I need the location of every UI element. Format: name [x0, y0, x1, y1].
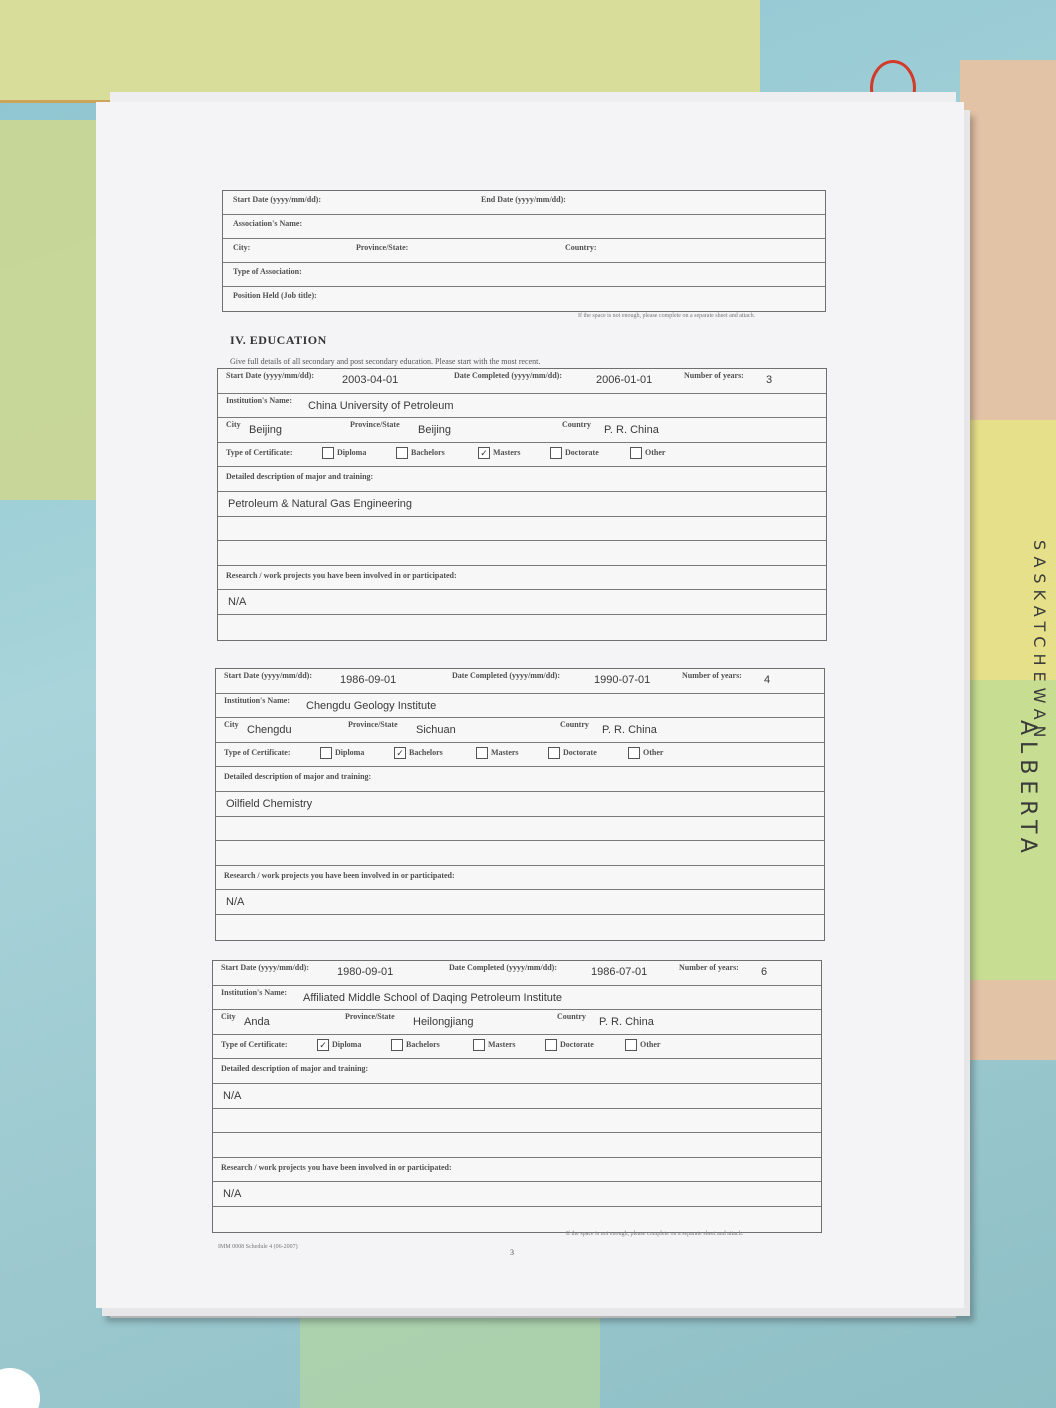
label-city: City: [226, 420, 241, 430]
checkbox-label-doctorate: Doctorate: [563, 747, 597, 757]
row-dates: [218, 369, 826, 394]
checkbox-diploma[interactable]: [322, 447, 334, 459]
checkbox-masters[interactable]: [473, 1039, 485, 1051]
institution-value[interactable]: Affiliated Middle School of Daqing Petroleum Institute: [303, 991, 563, 1004]
number-years-value[interactable]: 4: [764, 674, 771, 686]
row-research-blank: [218, 615, 826, 639]
label-institution: Institution's Name:: [224, 695, 291, 705]
date-completed-value[interactable]: 2006-01-01: [596, 374, 653, 386]
province-value[interactable]: Beijing: [418, 424, 452, 437]
checkbox-label-masters: Masters: [488, 1039, 516, 1049]
institution-value[interactable]: China University of Petroleum: [308, 399, 454, 412]
major-value[interactable]: Oilfield Chemistry: [226, 798, 313, 810]
row-major-value: [213, 1084, 821, 1109]
label-certificate: Type of Certificate:: [224, 747, 291, 757]
label-start-date: Start Date (yyyy/mm/dd):: [226, 371, 314, 380]
association-row-position: [223, 287, 825, 310]
row-major-blank: [213, 1133, 821, 1158]
footer-space-note: If the space is not enough, please complete on a separate sheet and attach.: [566, 1231, 744, 1237]
checkbox-label-masters: Masters: [491, 747, 519, 757]
row-institution: [218, 394, 826, 419]
row-location: [213, 1010, 821, 1035]
association-row-type: [223, 263, 825, 287]
label-country: Country: [562, 420, 591, 430]
checkbox-label-bachelors: Bachelors: [411, 447, 445, 457]
association-row-name: [223, 215, 825, 239]
row-location: [218, 418, 826, 443]
label-major: Detailed description of major and training:: [221, 1064, 369, 1074]
checkbox-bachelors[interactable]: ✓: [394, 747, 406, 759]
label-country: Country:: [565, 243, 597, 252]
section-heading: IV. EDUCATION: [230, 333, 327, 347]
label-province: Province/State: [348, 720, 398, 730]
row-major-label: [213, 1059, 821, 1084]
checkbox-doctorate[interactable]: [548, 747, 560, 759]
major-value[interactable]: Petroleum & Natural Gas Engineering: [228, 498, 413, 510]
education-entry: [212, 960, 822, 1233]
label-province: Province/State:: [356, 243, 409, 252]
label-province: Province/State: [345, 1012, 395, 1022]
section-intro: Give full details of all secondary and post secondary education. Please start with the most recent.: [230, 357, 541, 366]
row-major-value: [216, 792, 824, 817]
label-start-date: Start Date (yyyy/mm/dd):: [224, 671, 312, 680]
research-value[interactable]: N/A: [228, 596, 247, 609]
row-certificate: [213, 1035, 821, 1060]
label-type-association: Type of Association:: [233, 267, 302, 276]
page-number: 3: [510, 1248, 514, 1257]
label-research: Research / work projects you have been involved in or participated:: [226, 570, 457, 580]
country-value[interactable]: P. R. China: [604, 424, 659, 437]
label-certificate: Type of Certificate:: [226, 447, 293, 457]
form-page: [96, 102, 964, 1308]
education-entry: [215, 668, 825, 941]
checkbox-masters[interactable]: [476, 747, 488, 759]
row-research-label: [213, 1158, 821, 1183]
province-value[interactable]: Heilongjiang: [413, 1016, 474, 1029]
checkbox-label-doctorate: Doctorate: [560, 1039, 594, 1049]
row-research-blank: [216, 915, 824, 939]
label-country: Country: [560, 720, 589, 730]
research-value[interactable]: N/A: [223, 1188, 242, 1201]
education-entry: [217, 368, 827, 641]
city-value[interactable]: Anda: [244, 1016, 270, 1029]
label-end-date: End Date (yyyy/mm/dd):: [481, 195, 566, 204]
row-research-label: [218, 566, 826, 591]
row-research-label: [216, 866, 824, 891]
row-institution: [216, 694, 824, 719]
label-start-date: Start Date (yyyy/mm/dd):: [221, 963, 309, 972]
checkbox-other[interactable]: [625, 1039, 637, 1051]
checkbox-label-diploma: Diploma: [337, 447, 367, 457]
checkbox-bachelors[interactable]: [391, 1039, 403, 1051]
province-value[interactable]: Sichuan: [416, 724, 456, 737]
label-position-held: Position Held (Job title):: [233, 291, 317, 300]
city-value[interactable]: Beijing: [249, 424, 283, 437]
major-value[interactable]: N/A: [223, 1090, 242, 1102]
number-years-value[interactable]: 3: [766, 374, 773, 386]
checkbox-other[interactable]: [630, 447, 642, 459]
row-major-blank: [216, 817, 824, 842]
label-province: Province/State: [350, 420, 400, 430]
checkbox-doctorate[interactable]: [550, 447, 562, 459]
start-date-value[interactable]: 1980-09-01: [337, 966, 394, 978]
country-value[interactable]: P. R. China: [599, 1016, 654, 1029]
association-row-dates: [223, 191, 825, 215]
label-number-years: Number of years:: [682, 671, 742, 680]
label-city: City: [224, 720, 239, 730]
row-research-value: [216, 890, 824, 915]
number-years-value[interactable]: 6: [761, 966, 768, 978]
row-major-blank: [218, 541, 826, 566]
label-research: Research / work projects you have been involved in or participated:: [224, 870, 455, 880]
row-dates: [216, 669, 824, 694]
label-number-years: Number of years:: [684, 371, 744, 380]
label-date-completed: Date Completed (yyyy/mm/dd):: [449, 963, 557, 972]
row-research-value: [218, 590, 826, 615]
row-major-blank: [218, 517, 826, 542]
row-major-blank: [213, 1109, 821, 1134]
row-major-label: [216, 767, 824, 792]
row-dates: [213, 961, 821, 986]
row-certificate: [218, 443, 826, 468]
association-space-note: If the space is not enough, please complete on a separate sheet and attach.: [578, 313, 756, 319]
institution-value[interactable]: Chengdu Geology Institute: [306, 699, 437, 712]
label-major: Detailed description of major and training:: [224, 772, 372, 782]
start-date-value[interactable]: 2003-04-01: [342, 374, 399, 386]
city-value[interactable]: Chengdu: [247, 724, 292, 737]
checkbox-label-other: Other: [643, 747, 664, 757]
row-certificate: [216, 743, 824, 768]
checkbox-label-other: Other: [645, 447, 666, 457]
label-number-years: Number of years:: [679, 963, 739, 972]
map-land-north: [0, 0, 760, 103]
checkbox-other[interactable]: [628, 747, 640, 759]
start-date-value[interactable]: 1986-09-01: [340, 674, 397, 686]
row-major-value: [218, 492, 826, 517]
checkbox-label-diploma: Diploma: [332, 1039, 362, 1049]
association-row-location: [223, 239, 825, 263]
row-institution: [213, 986, 821, 1011]
row-major-label: [218, 467, 826, 492]
checkbox-label-other: Other: [640, 1039, 661, 1049]
label-date-completed: Date Completed (yyyy/mm/dd):: [452, 671, 560, 680]
checkbox-label-doctorate: Doctorate: [565, 447, 599, 457]
checkbox-diploma[interactable]: [320, 747, 332, 759]
form-id: IMM 0008 Schedule 4 (06-2007): [218, 1244, 298, 1250]
country-value[interactable]: P. R. China: [602, 724, 657, 737]
label-start-date: Start Date (yyyy/mm/dd):: [233, 195, 321, 204]
date-completed-value[interactable]: 1986-07-01: [591, 966, 648, 978]
label-major: Detailed description of major and training:: [226, 472, 374, 482]
checkbox-doctorate[interactable]: [545, 1039, 557, 1051]
label-date-completed: Date Completed (yyyy/mm/dd):: [454, 371, 562, 380]
date-completed-value[interactable]: 1990-07-01: [594, 674, 651, 686]
checkbox-label-masters: Masters: [493, 447, 521, 457]
row-location: [216, 718, 824, 743]
checkbox-label-diploma: Diploma: [335, 747, 365, 757]
map-land-south: [300, 1310, 600, 1408]
checkbox-label-bachelors: Bachelors: [406, 1039, 440, 1049]
checkbox-masters[interactable]: ✓: [478, 447, 490, 459]
label-institution: Institution's Name:: [221, 987, 288, 997]
row-research-value: [213, 1182, 821, 1207]
label-certificate: Type of Certificate:: [221, 1039, 288, 1049]
checkbox-bachelors[interactable]: [396, 447, 408, 459]
map-label-saskatchewan: SASKATCHEWAN: [1030, 540, 1049, 744]
label-research: Research / work projects you have been involved in or participated:: [221, 1162, 452, 1172]
label-association-name: Association's Name:: [233, 219, 303, 228]
association-box: [222, 190, 826, 312]
label-city: City:: [233, 243, 251, 252]
map-label-alberta: ALBERTA: [1015, 720, 1040, 859]
map-land-west: [0, 120, 100, 500]
checkbox-diploma[interactable]: ✓: [317, 1039, 329, 1051]
label-city: City: [221, 1012, 236, 1022]
row-research-blank: [213, 1207, 821, 1231]
checkbox-label-bachelors: Bachelors: [409, 747, 443, 757]
label-institution: Institution's Name:: [226, 395, 293, 405]
label-country: Country: [557, 1012, 586, 1022]
row-major-blank: [216, 841, 824, 866]
research-value[interactable]: N/A: [226, 896, 245, 909]
